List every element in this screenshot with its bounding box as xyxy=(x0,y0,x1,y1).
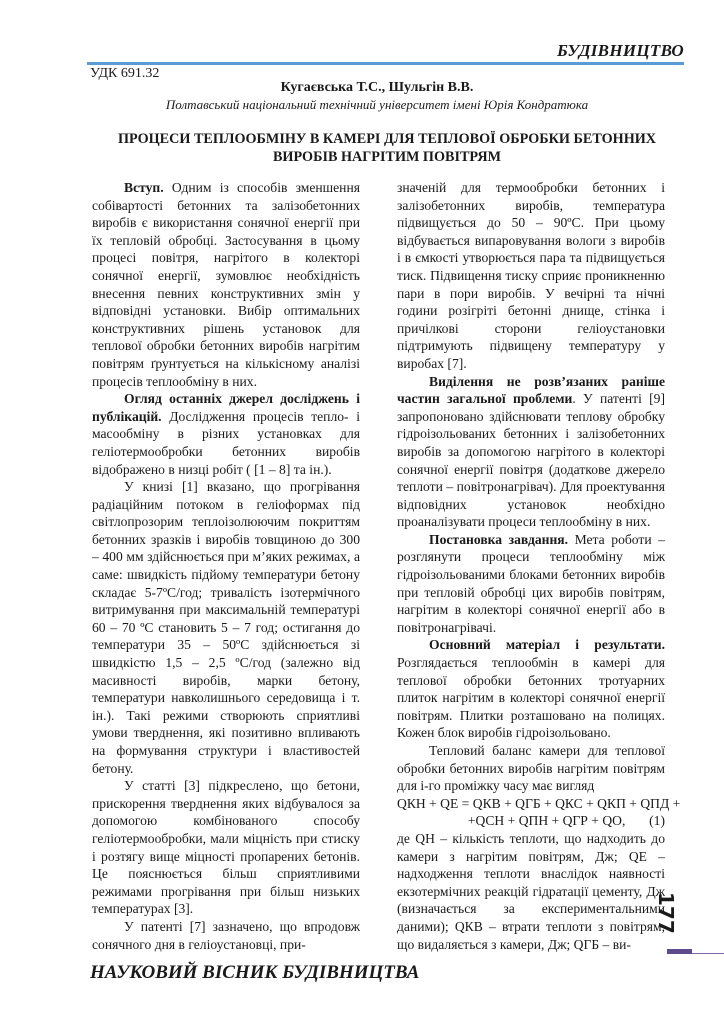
journal-footer: НАУКОВИЙ ВІСНИК БУДІВНИЦТВА xyxy=(90,962,420,983)
authors: Кугаєвська Т.С., Шульгін В.В. xyxy=(280,80,474,95)
article-title xyxy=(90,130,684,166)
paragraph-main xyxy=(397,636,665,742)
paragraph-definitions: де QН – кількість теплоти, що надходить до камери з нагрітим повітрям, Дж; QЕ – надходження теплоти внаслідок наявності екзотермічних реакцій гідратації цементу, Дж (визначається за експериментальними даними); QКВ – втрати теплоти з повітрям, що видаляється з камери, Дж; QГБ – ви- xyxy=(397,830,665,952)
heading-task: Постановка завдання. xyxy=(429,531,569,547)
left-column xyxy=(92,179,360,953)
section-header: БУДІВНИЦТВО xyxy=(556,41,684,60)
paragraph-article: У статті [3] підкреслено, що бетони, прискорення тверднення яких відбувалося за допомогою комбінованого способу геліотермообробки, мали міцність при стиску і розтягу вище міцності пропарених бетонів. Це пояснюється більш сприятливими режимами прогрівання при більш низьких температурах [3]. xyxy=(92,778,360,917)
paragraph-book: У книзі [1] вказано, що прогрівання радіаційним потоком в геліоформах під світлопрозорим теплоізолюючим покриттям бетонних зразків і виробів товщиною до 300 – 400 мм здійснюється при м’яких режимах, а саме: швидкість підйому температури бетону складає 5-7ºС/год; тривалість ізотермічного витримування при максимальній температурі 60 – 70 ºС становить 5 – 7 год; остигання до температури 35 – 50ºС здійснюється зі швидкістю 1,5 – 2,5 ºС/год (залежно від масивності виробів, марки бетону, температури навколишнього середовища і т. ін.). Такі режими створюють сприятливі умови тверднення, які позитивно впливають на формування структури і властивостей бетону. xyxy=(92,479,360,776)
paragraph-balance: Тепловий баланс камери для теплової обробки бетонних виробів нагрітим повітрям для і-го проміжку часу має вигляд xyxy=(397,743,665,794)
affiliation: Полтавський національний технічний університет імені Юрія Кондратюка xyxy=(165,97,589,112)
page-number-rule xyxy=(692,953,724,954)
text-main: Розглядається теплообмін в камері для теплової обробки бетонних тротуарних плиток нагрітим в колекторі сонячної енергії повітрям. Плитки розташовано на полицях. Кожен блок виробів гідроізольовано. xyxy=(397,655,665,741)
paragraph-continued: значеній для термообробки бетонних і залізобетонних виробів, температура підвищується до 50 – 90ºС. При цьому відбувається випаровування вологи з виробів і в ємкості утворюється пара та підвищується тиск. Підвищення тиску сприяє проникненню пари в пори виробів. У вечірні та нічні години розігріті бетонні днище, стінка і причілкові сторони геліоустановки підтримують підвищену температуру у виробах [7]. xyxy=(397,180,665,371)
paragraph-intro xyxy=(92,179,360,390)
page-number: 177 xyxy=(654,892,678,934)
text-task: Мета роботи – розглянути процеси теплообміну між гідроізольованими блоками бетонних виробів при тепловій обробці цих виробів повітрям, нагрітим в колекторі сонячної енергії або в повітронагрівачі. xyxy=(397,531,665,635)
paragraph-patent: У патенті [7] зазначено, що впродовж сонячного дня в геліоустановці, при- xyxy=(92,918,360,952)
text-review: Дослідження процесів тепло- і масообміну в різних установках для геліотермообробки бетонних виробів відображено в низці робіт ( [1 – 8] та ін.). xyxy=(92,408,360,477)
equation-line-2: +QСН + QПН + QГР + QО, (1) xyxy=(467,813,665,829)
paragraph-unsolved xyxy=(397,373,665,531)
paragraph-task xyxy=(397,531,665,637)
heading-review: Огляд останніх джерел досліджень і публікацій. xyxy=(92,391,360,424)
heading-unsolved: Виділення не розв’язаних раніше частин загальної проблеми xyxy=(397,373,665,407)
heading-main: Основний матеріал і результати. xyxy=(429,637,665,653)
text-intro: Одним із способів зменшення собівартості бетонних та залізобетонних виробів є використання сонячної енергії при їх тепловій обробці. Застосування в цьому процесі повітря, нагрітого в колекторі сонячної енергії, зумовлює необхідність внесення певних конструктивних змін у відповідні установки. Вибір оптимальних конструктивних рішень установок для теплової обробки бетонних виробів нагрітим повітрям ґрунтується на кількісному аналізі процесів теплообміну в них. xyxy=(92,180,360,389)
equation-line-1: QКН + QЕ = QКВ + QГБ + QКС + QКП + QПД + xyxy=(397,795,681,811)
heading-intro: Вступ. xyxy=(124,180,164,195)
text-unsolved: . У патенті [9] запропоновано здійснювати теплову обробку гідроізольованих бетонних і залізобетонних виробів за допомогою нагрітого в колекторі сонячної енергії повітря (додаткове джерело теплоти – повітронагрівач). Для проектування відповідних установок необхідно проаналізувати процеси теплообміну в них. xyxy=(397,391,666,530)
header-rule xyxy=(87,62,684,65)
title-line-1: ПРОЦЕСИ ТЕПЛООБМІНУ В КАМЕРІ ДЛЯ ТЕПЛОВОЇ ОБРОБКИ БЕТОННИХ xyxy=(117,131,657,147)
title-line-2: ВИРОБІВ НАГРІТИМ ПОВІТРЯМ xyxy=(272,149,502,165)
page-number-bar xyxy=(667,949,692,954)
udk-code: УДК 691.32 xyxy=(90,66,160,81)
paragraph-review xyxy=(92,390,360,478)
